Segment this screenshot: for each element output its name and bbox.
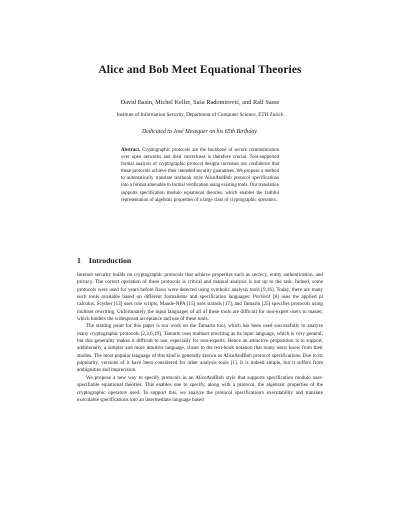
intro-paragraph-2: The starting point for this paper is our work on the Tamarin tool, which has been used successfully to analyze many cryptographic protocols [2,3,6,19]. Tamarin uses multiset rewriting as its input language, which is very general; but this generality makes it difficult to use, especially for non-experts. Hence an attractive proposition is to support, additionally, a simpler and more intuitive language, closer to the text-book notation that many users know from their studies. The most popular language of this kind is generally known as AliceAndBob protocol specifications. Due to its popularity, versions of it have been considered for other analysis tools [1]. It is indeed simple, but it suffers from ambiguities and imprecision.	[77, 323, 323, 374]
abstract-label: Abstract.	[121, 148, 141, 153]
section-heading	[77, 256, 131, 265]
intro-paragraph-3: We propose a new way to specify protocols in an AliceAndBob style that supports specification modulo user-specifiable equational theories. This enables one to specify, along with a protocol, the algebraic properties of the cryptographic operators used. To support this, we analyze the protocol specification's executability and translate executable specifications into an intermediate language based	[77, 374, 323, 403]
paper-title: Alice and Bob Meet Equational Theories	[98, 64, 302, 76]
introduction-body	[77, 272, 323, 404]
paper-dedication: Dedicated to José Meseguer on his 65th Birthday.	[142, 129, 258, 135]
paper-authors: David Basin, Michel Keller, Saša Radomirović, and Ralf Sasse	[120, 99, 280, 106]
abstract-block	[121, 147, 279, 204]
intro-paragraph-1: Internet security builds on cryptographic protocols that achieve properties such as secrecy, entity authentication, and privacy. The correct operation of these protocols is critical and manual analysis is not up to the task. Indeed, some protocols were used for years before flaws were detected using symbolic analysis tools [9,16]. Today, there are many such tools available based on different formalisms and specification languages: ProVerif [8] uses the applied pi calculus, Scyther [13] uses role scripts, Maude-NPA [15] uses strands [17], and Tamarin [25] specifies protocols using multiset rewriting. Unfortunately the input languages of all of these tools are difficult for non-expert users to master, which hinders the widespread acceptance and use of these tools.	[77, 272, 323, 323]
paper-affiliation: Institute of Information Security, Department of Computer Science, ETH Zurich	[116, 112, 284, 118]
abstract-text: Cryptographic protocols are the backbone of secure communication over open networks and their correctness is therefore crucial. Tool-supported formal analysis of cryptographic protocol designs increases our confidence that these protocols achieve their intended security guarantees. We propose a method to automatically translate textbook style AliceAndBob protocol specifications into a format amenable to formal verification using existing tools. Our translation supports specification modulo equational theories, which enables the faithful representation of algebraic properties of a large class of cryptographic operators.	[121, 148, 279, 203]
section-number: 1	[77, 256, 81, 265]
section-title: Introduction	[88, 256, 132, 265]
